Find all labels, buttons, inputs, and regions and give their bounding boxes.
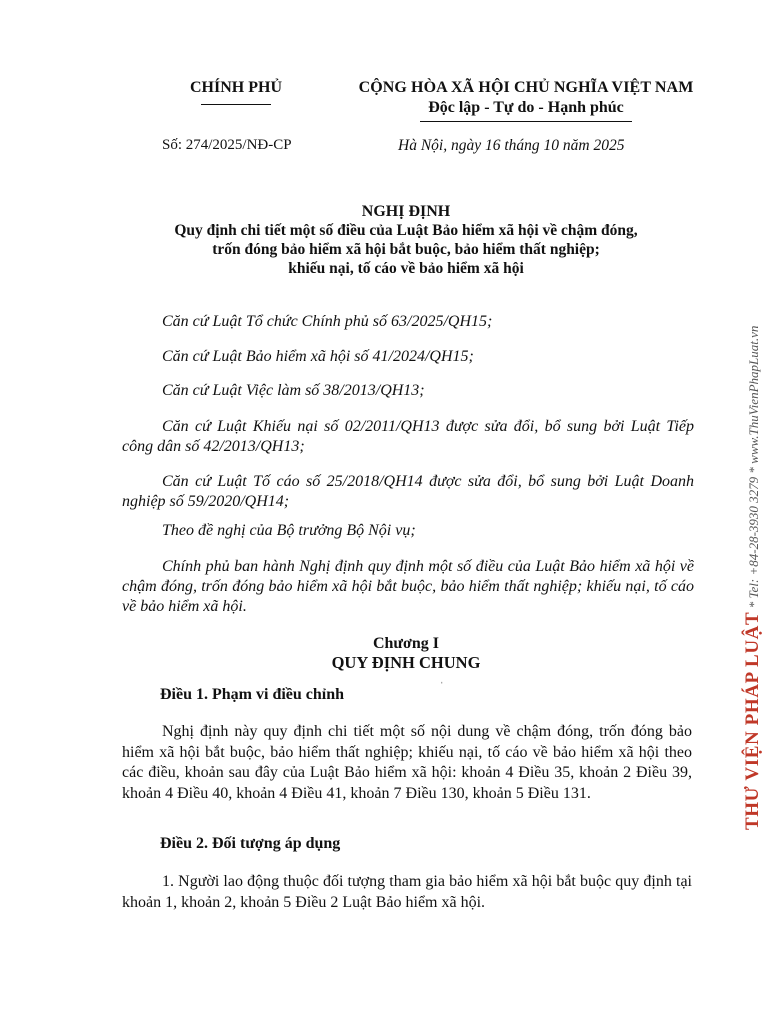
document-subject-line-1: Quy định chi tiết một số điều của Luật Bảo hiểm xã hội về chậm đóng, bbox=[174, 222, 638, 239]
issuing-agency: CHÍNH PHỦ bbox=[190, 79, 282, 96]
watermark-contact: * Tel: +84-28-3930 3279 * www.ThuVienPhapLuat.vn bbox=[746, 325, 761, 609]
agency-underline bbox=[201, 104, 271, 105]
chapter-title: QUY ĐỊNH CHUNG bbox=[331, 653, 481, 672]
article-1-heading: Điều 1. Phạm vi điều chỉnh bbox=[160, 686, 345, 703]
chapter-number: Chương I bbox=[372, 635, 440, 652]
legal-basis-3: Căn cứ Luật Việc làm số 38/2013/QH13; bbox=[162, 382, 425, 399]
document-subject-line-3: khiếu nại, tố cáo về bảo hiểm xã hội bbox=[288, 260, 524, 277]
promulgation-statement: Chính phủ ban hành Nghị định quy định một số điều của Luật Bảo hiểm xã hội về chậm đóng, trốn đóng bảo hiểm xã hội bắt buộc, bảo hiểm thất nghiệp; khiếu nại, tố cáo về bảo hiểm xã hội. bbox=[122, 558, 694, 615]
article-2-text: 1. Người lao động thuộc đối tượng tham gia bảo hiểm xã hội bắt buộc quy định tại khoản 1, khoản 2, khoản 5 Điều 2 Luật Bảo hiểm xã hội. bbox=[122, 873, 692, 911]
national-title: CỘNG HÒA XÃ HỘI CHỦ NGHĨA VIỆT NAM bbox=[358, 79, 694, 96]
legal-basis-1: Căn cứ Luật Tổ chức Chính phủ số 63/2025/QH15; bbox=[162, 313, 493, 330]
document-type: NGHỊ ĐỊNH bbox=[361, 203, 451, 220]
article-1-text: Nghị định này quy định chi tiết một số nội dung về chậm đóng, trốn đóng bảo hiểm xã hội bắt buộc, bảo hiểm thất nghiệp; khiếu nại, tố cáo về bảo hiểm xã hội theo các điều, khoản sau đây của Luật Bảo hiểm xã hội: khoản 4 Điều 35, khoản 2 Điều 39, khoản 4 Điều 40, khoản 4 Điều 41, khoản 7 Điều 130, khoản 5 Điều 131. bbox=[122, 723, 692, 802]
watermark-brand: THƯ VIỆN PHÁP LUẬT bbox=[742, 611, 763, 830]
motto-underline bbox=[420, 121, 632, 122]
scan-speck: ˈ bbox=[440, 680, 444, 692]
legal-basis-2: Căn cứ Luật Bảo hiểm xã hội số 41/2024/QH15; bbox=[162, 348, 474, 365]
document-number: Số: 274/2025/NĐ-CP bbox=[162, 137, 292, 153]
national-title-block bbox=[340, 78, 712, 122]
document-title-block bbox=[96, 203, 716, 278]
legal-basis-5: Căn cứ Luật Tố cáo số 25/2018/QH14 được sửa đổi, bổ sung bởi Luật Doanh nghiệp số 59/2020/QH14; bbox=[122, 473, 694, 510]
article-2-heading: Điều 2. Đối tượng áp dụng bbox=[160, 835, 341, 852]
place-and-date: Hà Nội, ngày 16 tháng 10 năm 2025 bbox=[398, 137, 625, 154]
document-subject-line-2: trốn đóng bảo hiểm xã hội bắt buộc, bảo hiểm thất nghiệp; bbox=[212, 241, 600, 258]
legal-basis-4: Căn cứ Luật Khiếu nại số 02/2011/QH13 được sửa đổi, bổ sung bởi Luật Tiếp công dân số 42/2013/QH13; bbox=[122, 418, 694, 455]
watermark-vertical bbox=[742, 326, 764, 830]
national-motto: Độc lập - Tự do - Hạnh phúc bbox=[428, 99, 624, 116]
issuing-agency-block bbox=[168, 78, 304, 105]
chapter-heading bbox=[200, 634, 612, 673]
proposal-line: Theo đề nghị của Bộ trưởng Bộ Nội vụ; bbox=[162, 522, 416, 539]
